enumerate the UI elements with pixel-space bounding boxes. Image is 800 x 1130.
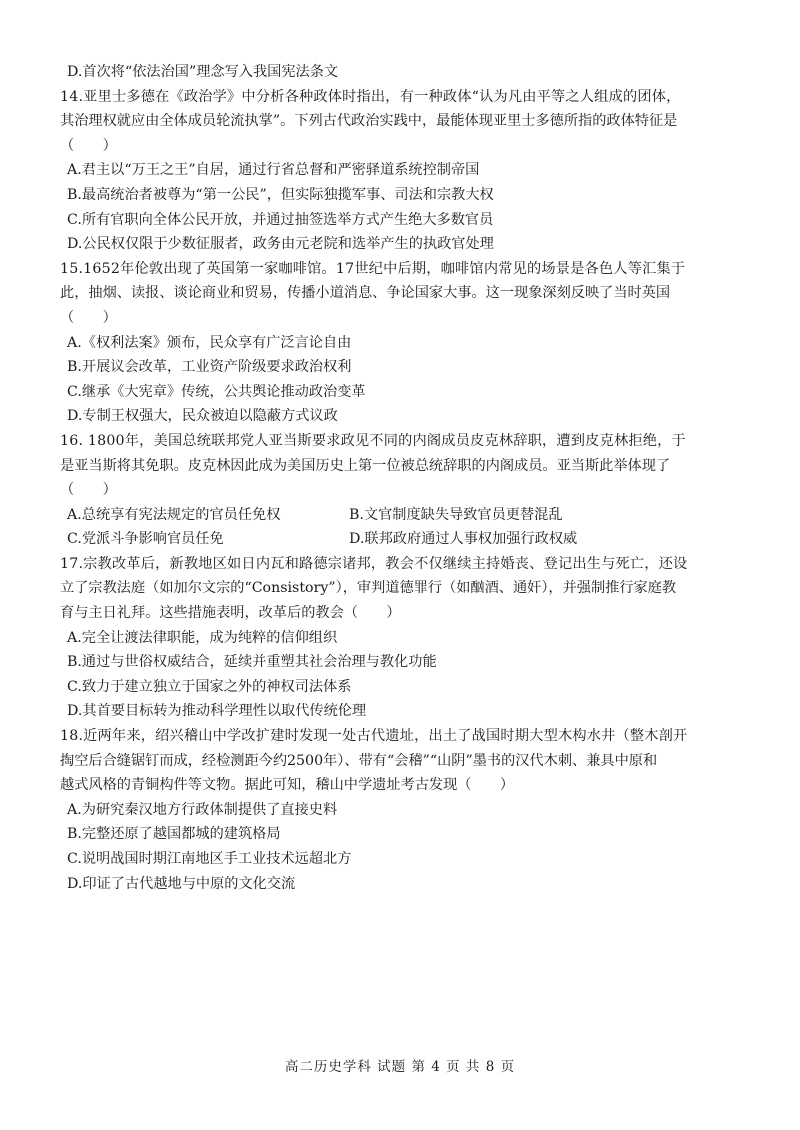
question-stem-line: 15.1652年伦敦出现了英国第一家咖啡馆。17世纪中后期，咖啡馆内常见的场景是各色人等汇集于 [60,260,686,277]
question-stem-line: 其治理权就应由全体成员轮流执掌”。下列古代政治实践中，最能体现亚里士多德所指的政体特征是 [60,113,678,130]
option-c: C.党派斗争影响官员任免 [67,531,224,548]
option-d: D.印证了古代越地与中原的文化交流 [67,875,296,892]
answer-blank: （ ） [60,309,117,326]
question-stem-line: 17.宗教改革后，新教地区如日内瓦和路德宗诸邦，教会不仅继续主持婚丧、登记出生与死亡，还设 [60,555,688,572]
option-a: A.完全让渡法律职能，成为纯粹的信仰组织 [67,629,338,646]
question-stem-line: 立了宗教法庭（如加尔文宗的“Consistory”），审判道德罪行（如酗酒、通奸），并强制推行家庭教 [60,580,677,597]
answer-blank: （ ） [60,137,117,154]
question-15 [60,257,750,429]
question-18 [60,724,750,896]
option-c: C.继承《大宪章》传统，公共舆论推动政治变革 [67,383,366,400]
option-b: B.完整还原了越国都城的建筑格局 [67,826,281,843]
answer-blank: （ ） [60,482,117,499]
option-a: A.君主以“万王之王”自居，通过行省总督和严密驿道系统控制帝国 [67,162,480,179]
option-a: A.《权利法案》颁布，民众享有广泛言论自由 [67,334,352,351]
option-b: B.文官制度缺失导致官员更替混乱 [349,506,563,523]
option-b: B.开展议会改革，工业资产阶级要求政治权利 [67,359,352,376]
question-16 [60,429,750,552]
prev-question-option-d: D.首次将“依法治国”理念写入我国宪法条文 [67,64,339,80]
option-a: A.总统享有宪法规定的官员任免权 [67,506,281,523]
question-stem-line: 此，抽烟、读报、谈论商业和贸易，传播小道消息、争论国家大事。这一现象深刻反映了当时英国 [60,285,671,302]
question-17 [60,552,750,724]
options-row [60,527,750,552]
option-c: C.所有官职向全体公民开放，并通过抽签选举方式产生绝大多数官员 [67,211,494,228]
question-stem-line: 14.亚里士多德在《政治学》中分析各种政体时指出，有一种政体“认为凡由平等之人组成的团体， [60,88,681,105]
option-a: A.为研究秦汉地方行政体制提供了直接史料 [67,801,338,818]
option-c: C.致力于建立独立于国家之外的神权司法体系 [67,678,352,695]
question-stem-line: 掏空后合缝锯钉而成，经检测距今约2500年）、带有“会稽”“山阴”墨书的汉代木刺、兼具中原和 [60,752,658,769]
question-stem-line: 18.近两年来，绍兴稽山中学改扩建时发现一处古代遗址，出土了战国时期大型木构水井（整木剖开 [60,728,688,745]
option-b: B.最高统治者被尊为“第一公民”，但实际独揽军事、司法和宗教大权 [67,186,494,203]
question-area [60,60,750,896]
options-row [60,503,750,528]
option-c: C.说明战国时期江南地区手工业技术远超北方 [67,851,352,867]
option-d: D.联邦政府通过人事权加强行政权威 [349,531,578,548]
option-d: D.公民权仅限于少数征服者，政务由元老院和选举产生的执政官处理 [67,236,494,253]
option-b: B.通过与世俗权威结合，延续并重塑其社会治理与教化功能 [67,654,437,671]
option-d: D.其首要目标转为推动科学理性以取代传统伦理 [67,703,367,720]
question-stem-line: 是亚当斯将其免职。皮克林因此成为美国历史上第一位被总统辞职的内阁成员。亚当斯此举体现了 [60,457,671,474]
question-stem-line: 育与主日礼拜。这些措施表明，改革后的教会（ ） [60,605,401,622]
page-footer: 高二历史学科 试题 第 4 页 共 8 页 [284,1059,516,1075]
question-stem-line: 16. 1800年，美国总统联邦党人亚当斯要求政见不同的内阁成员皮克林辞职，遭到皮克林拒绝，于 [60,432,686,449]
question-14 [60,85,750,257]
option-d: D.专制王权强大，民众被迫以隐蔽方式议政 [67,408,338,425]
question-stem-line: 越式风格的青铜构件等文物。据此可知，稽山中学遗址考古发现（ ） [60,777,515,794]
